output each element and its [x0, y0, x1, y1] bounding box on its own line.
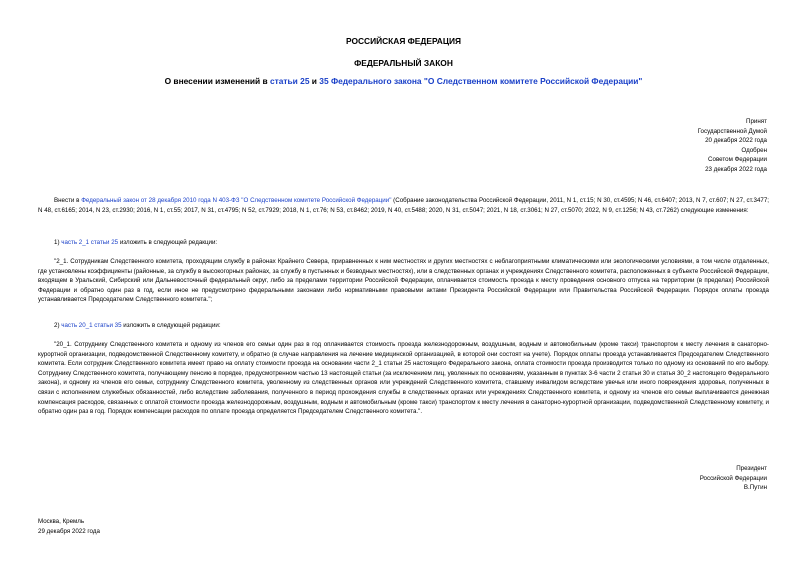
- approved-date: 23 декабря 2022 года: [705, 165, 767, 173]
- title-prefix: О внесении изменений в: [164, 76, 271, 86]
- intro-prefix: Внести в: [54, 197, 82, 204]
- item-1-heading: [54, 238, 754, 248]
- approved-label: Одобрен: [741, 146, 767, 154]
- signer-name: В.Путин: [743, 484, 767, 492]
- item-2-text: "20_1. Сотруднику Следственного комитета и одному из членов его семьи один раз в год оплачивается стоимость проезда железнодорожным, воздушным, водным и автомобильным (кроме такси) транспортом к месту лечения в санаторно-курортной организации, подведомственной Следственному комитету, и обратно (в случае направления на лечение медицинской организацией, в которой они состоят на учете). Порядок оплаты проезда устанавливается Председателем Следственного комитета. Если сотрудник Следственного комитета имеет право на оплату стоимости проезда на основании части 2_1 статьи 25 настоящего Федерального закона, оплата стоимости проезда производится только по одному из оснований по его выбору. Сотруднику Следственного комитета, получающему пенсию в порядке, предусмотренном частью 13 настоящей статьи (за исключением лиц, уволенных по основаниям, указанным в пунктах 3-6 части 2 статьи 30 и статья 30_2 настоящего Федерального закона), и одному из членов его семьи, сотруднику Следственного комитета, уволенному из следственных органов или учреждений Следственного комитета, ставшему инвалидом вследствие увечья или иного повреждения здоровья, полученных в связи с исполнением служебных обязанностей, либо вследствие заболевания, полученного в период прохождения службы в следственных органах или учреждениях Следственного комитета, и одному из членов его семьи выплачивается денежная компенсация расходов, связанных с оплатой стоимости проезда железнодорожным, воздушным, водным и автомобильным (кроме такси) транспортом к месту лечения в санаторно-курортной организации, подведомственной Следственному комитету, и обратно один раз в год. Порядок компенсации расходов по оплате проезда определяется Председателем Следственного комитета.".: [38, 341, 769, 416]
- article-35-link[interactable]: 35 Федерального закона "О Следственном комитете Российской Федерации": [319, 76, 643, 86]
- part-20-1-article-35-link[interactable]: часть 20_1 статьи 35: [61, 322, 122, 329]
- signing-date: 29 декабря 2022 года: [38, 527, 100, 535]
- adopted-date: 20 декабря 2022 года: [705, 137, 767, 145]
- item-1-text: "2_1. Сотрудникам Следственного комитета, проходящим службу в районах Крайнего Севера, приравненных к ним местностях и других местностях с неблагоприятными климатическими или экологическими условиями, в том числе отдаленных, где установлены коэффициенты (районные, за службу в высокогорных районах, за службу в пустынных и безводных местностях), или в следственных органах и учреждениях Следственного комитета, расположенных в субъекте Российской Федерации, входящем в Уральский, Сибирский или Дальневосточный федеральный округ, либо за пределами территории Российской Федерации, оплачивается стоимость проезда к месту проведения основного отпуска на территории (в пределах) Российской Федерации и обратно один раз в год, если иное не предусмотрено федеральными законами либо нормативными правовыми актами Президента Российской Федерации или Правительства Российской Федерации. Порядок оплаты проезда устанавливается Председателем Следственного комитета.";: [38, 258, 769, 304]
- approved-by: Советом Федерации: [708, 156, 767, 164]
- item-2-suffix: изложить в следующей редакции:: [121, 322, 221, 329]
- signer-block: [700, 464, 767, 493]
- item-2-prefix: 2): [54, 322, 62, 329]
- article-25-link[interactable]: статьи 25: [270, 76, 310, 86]
- law-type-heading: ФЕДЕРАЛЬНЫЙ ЗАКОН: [354, 58, 453, 68]
- item-2-heading: [54, 321, 754, 331]
- signer-org: Российской Федерации: [699, 474, 767, 482]
- intro-paragraph: [38, 196, 769, 215]
- part-2-1-article-25-link[interactable]: часть 2_1 статьи 25: [61, 239, 119, 246]
- adopted-by: Государственной Думой: [697, 127, 767, 135]
- place-name: Москва, Кремль: [38, 518, 85, 525]
- law-title: [0, 76, 807, 87]
- place-date-block: [38, 517, 100, 536]
- adopted-label: Принят: [746, 118, 767, 125]
- title-and: и: [309, 76, 320, 86]
- signer-title: Президент: [736, 465, 767, 472]
- item-1-prefix: 1): [54, 239, 62, 246]
- intro-suffix: (Собрание законодательства Российской Федерации, 2011, N 1, ст.15; N 30, ст.4595; N 46, ст.6407; 2013, N 7, ст.607; N 27, ст.3477; N 48, ст.6165; 2014, N 23, ст.2930; 2016, N 1, ст.55; 2017, N 31, ст.4795; N 52, ст.7929; 2018, N 1, ст.76; N 53, ст.8462; 2019, N 40, ст.5488; 2020, N 31, ст.5047; 2021, N 18, ст.3061; N 27, ст.5070; 2022, N 9, ст.1256; N 43, ст.7262) следующие изменения:: [38, 197, 769, 214]
- item-1-suffix: изложить в следующей редакции:: [118, 239, 218, 246]
- adoption-block: [698, 117, 767, 175]
- country-heading: РОССИЙСКАЯ ФЕДЕРАЦИЯ: [345, 36, 462, 46]
- federal-law-link[interactable]: Федеральный закон от 28 декабря 2010 года N 403-ФЗ "О Следственном комитете Российской Федерации": [81, 197, 392, 204]
